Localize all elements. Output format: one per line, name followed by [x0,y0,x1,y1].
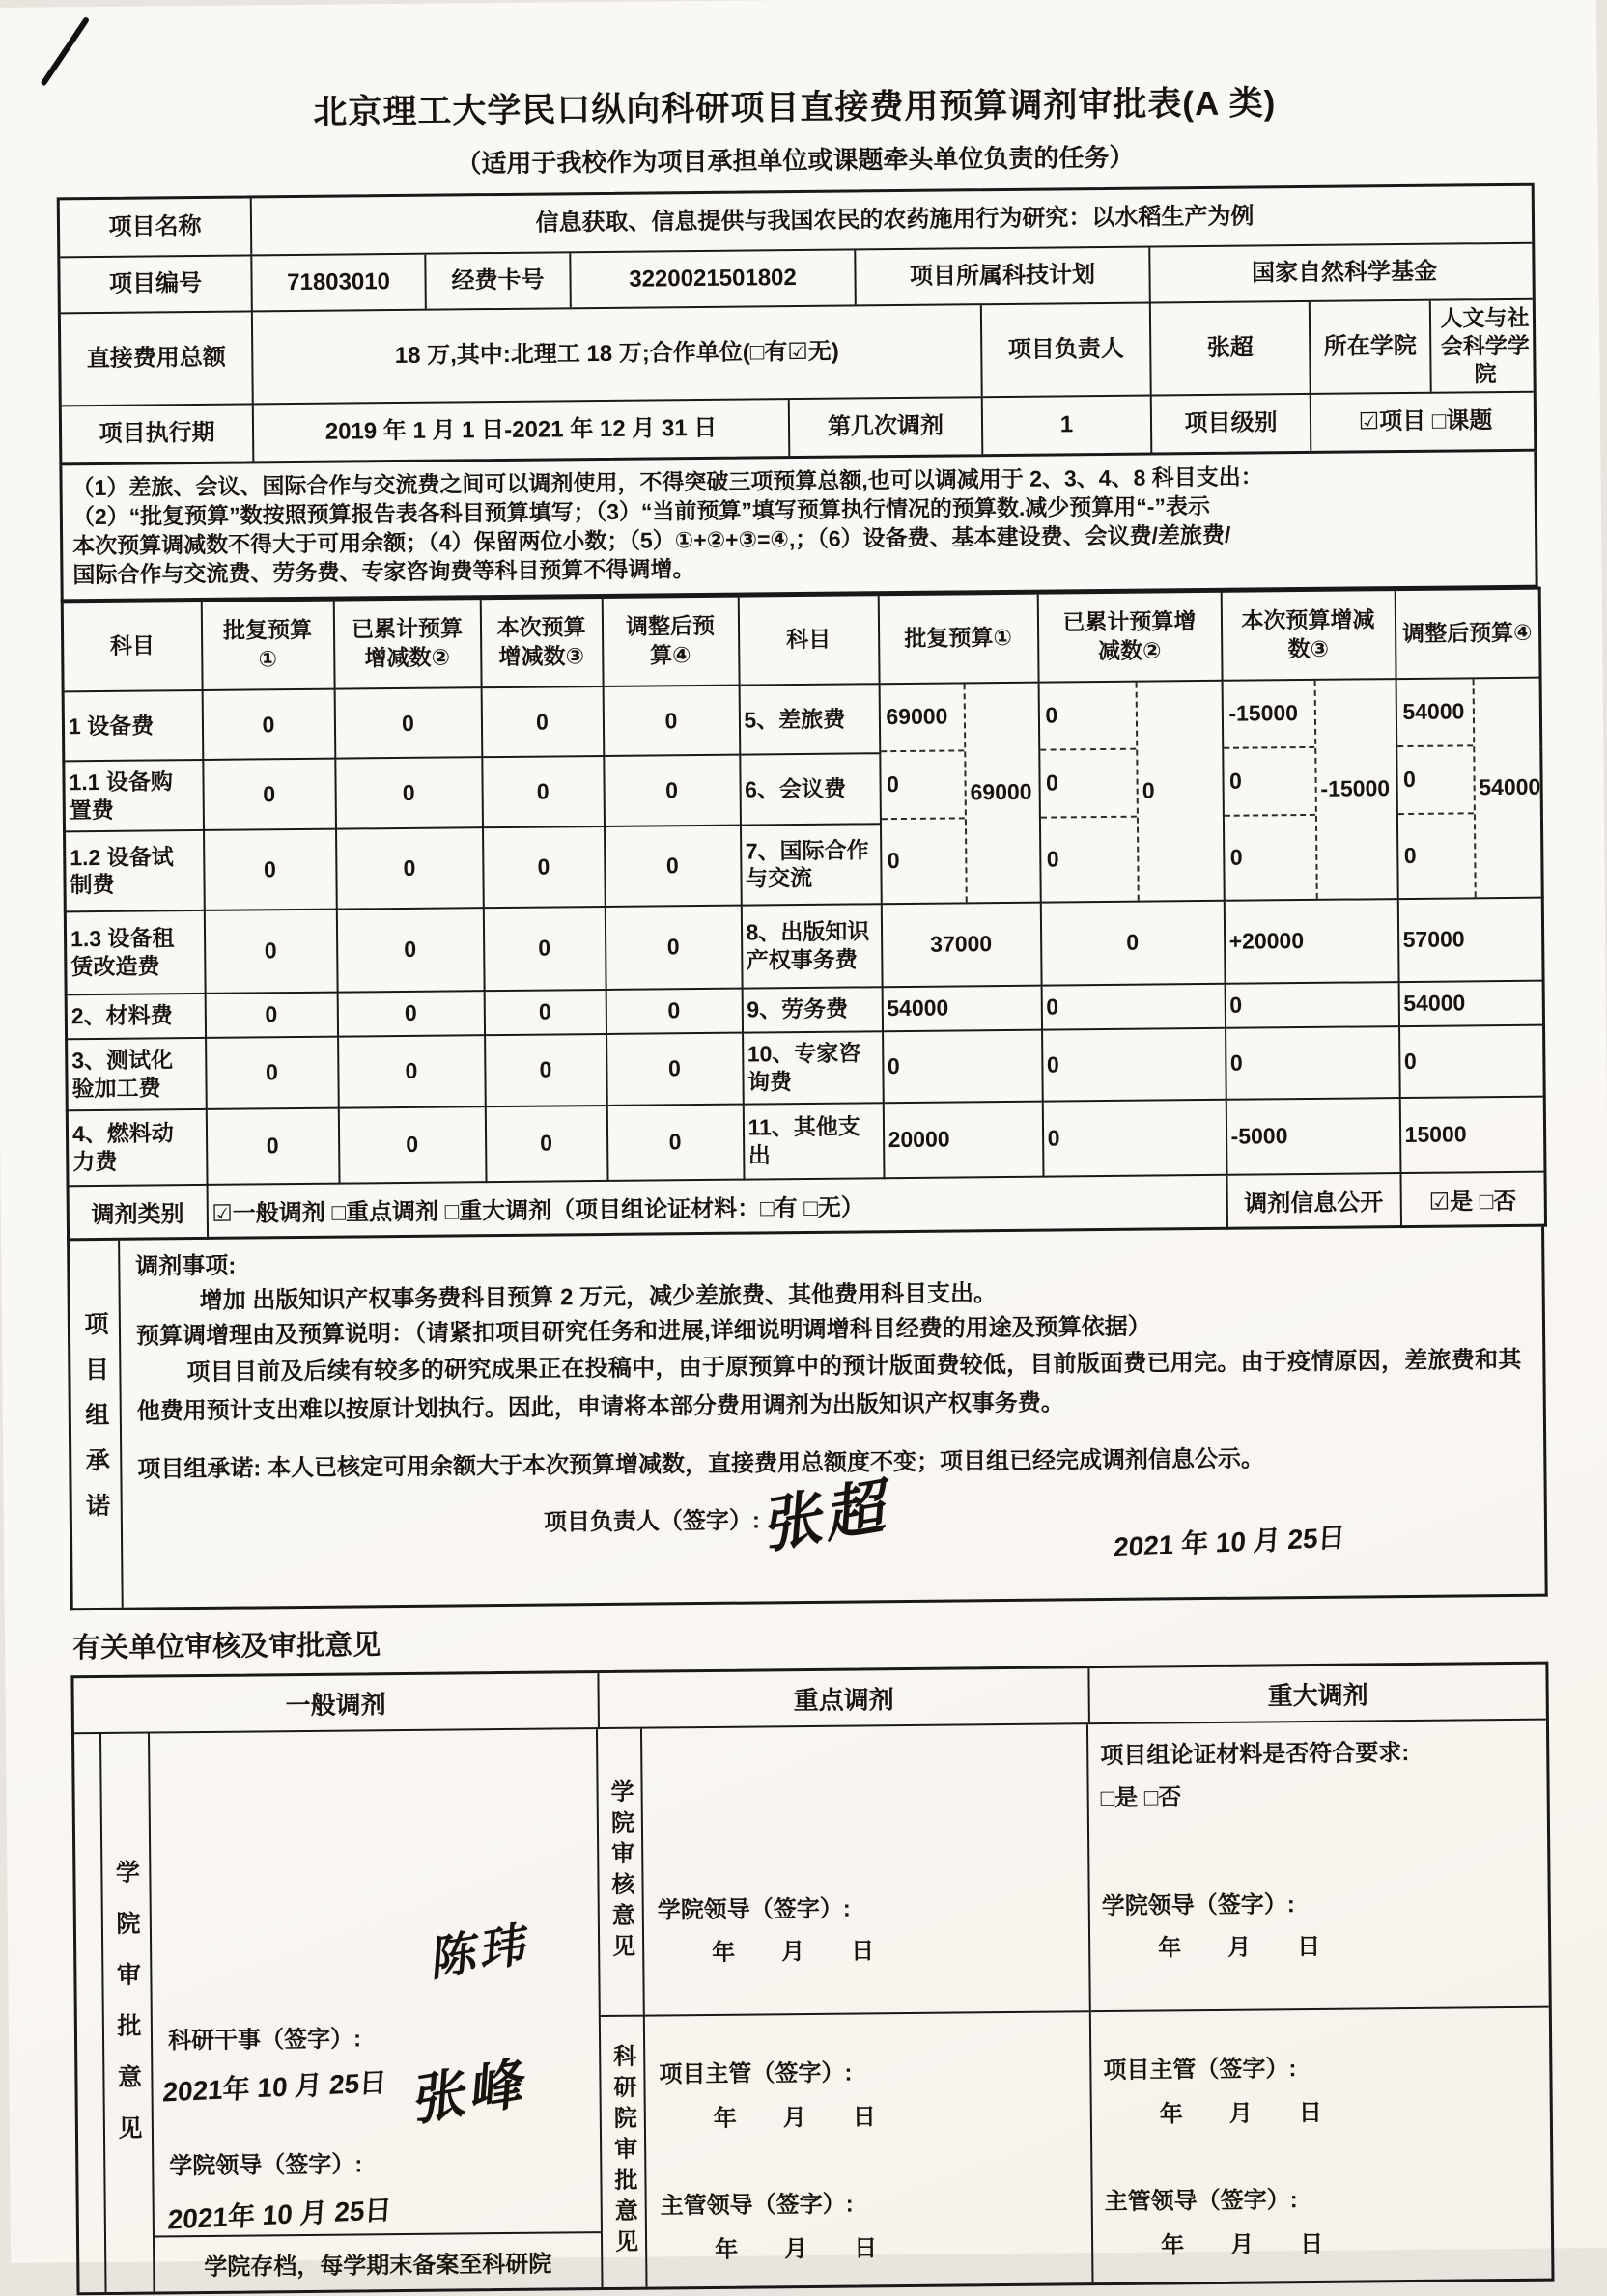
note-line-1: （1）差旅、会议、国际合作与交流费之间可以调剂使用，不得突破三项预算总额,也可以调减用于 2、3、4、8 科目支出： [71,463,1263,501]
fund-card-value: 3220021501802 [569,250,855,307]
project-no-label: 项目编号 [108,269,203,297]
subject-cell: 5、差旅费 [739,684,880,755]
college-approval-cell [150,1729,601,2235]
approval-section-title: 有关单位审核及审批意见 [71,1630,381,1665]
staff-sign-label: 科研干事（签字）: [167,2026,362,2055]
value-cell: 54000 [1396,679,1473,747]
page-title: 北京理工大学民口纵向科研项目直接费用预算调剂审批表(A 类) [313,84,1277,131]
material-question: 项目组论证材料是否符合要求: [1100,1740,1410,1770]
program-value: 国家自然科学基金 [1148,244,1538,302]
value-cell: 0 [335,758,483,829]
leader-signature: 张超 [763,1471,895,1562]
budget-header-row [62,588,1540,691]
major-lead-label: 主管领导（签字）: [1104,2187,1298,2216]
form-content [56,74,1555,2296]
value-cell: 0 [605,905,742,989]
travel-group-cell [1038,681,1224,903]
archive-note: 学院存档，每学期末备案至科研院 [155,2231,602,2291]
budget-header: 批复预算 ① [201,600,334,689]
value-cell: 0 [202,688,335,760]
college-review-side-label: 学院审核意见 [598,1729,645,2015]
value-cell: 0 [337,991,484,1036]
value-cell: 0 [204,829,337,910]
value-cell: 0 [484,990,606,1035]
value-cell: 0 [887,848,900,874]
value-cell: 0 [1224,748,1315,817]
value-cell: -5000 [1226,1098,1400,1175]
budget-header: 已累计预算 增减数② [333,599,481,688]
value-cell: 0 [206,1107,339,1184]
fund-card-label: 经费卡号 [424,253,570,308]
budget-row [65,897,1543,994]
pm-sign-label: 项目主管（签字）: [659,2059,853,2088]
value-cell: 0 [338,1106,486,1183]
major-review-cell [1088,1721,1549,2011]
subject-cell: 3、测试化 验加工费 [67,1038,207,1110]
subject-cell: 9、劳务费 [742,987,882,1032]
budget-header: 已累计预算增 减数② [1037,592,1222,683]
times-label: 第几次调剂 [788,398,982,456]
budget-header: 科目 [738,595,879,685]
college-leader-sign-label: 学院领导（签字）: [169,2151,363,2180]
matter-heading: 调剂事项: [135,1252,237,1280]
major-lead-ymd: 年 月 日 [1161,2231,1324,2259]
value-cell: 0 [336,908,484,992]
budget-row [63,677,1541,761]
value-cell: 54000 [1398,980,1543,1025]
subject-cell: 7、国际合作 与交流 [740,824,881,905]
major-pm-ymd: 年 月 日 [1159,2100,1322,2128]
value-cell: 0 [481,686,604,758]
leader-sign-date: 2021 年 10 月 25日 [1113,1522,1346,1563]
merged-value-cell: 0 [1136,682,1224,901]
note-line-3: 本次预算调减数不得大于可用余额；（4）保留两位小数；（5）①+②+③=④,；（6）设备费、基本建设费、会议费/差旅费/ [72,521,1231,559]
major-adjustment-column [1088,1721,1552,2283]
value-cell: 0 [336,827,484,909]
level-label: 项目级别 [1150,395,1311,453]
value-cell: 0 [1229,844,1243,870]
value-cell: -15000 [1223,681,1314,749]
subject-cell: 1 设备费 [63,690,203,762]
subject-cell: 2、材料费 [66,994,205,1039]
page-subtitle: （适用于我校作为项目承担单位或课题牵头单位负责的任务） [456,142,1135,179]
review-leader-sign-label: 学院领导（签字）: [657,1895,851,1924]
note-line-4: 国际合作与交流费、劳务费、专家咨询费等科目预算不得调增。 [72,556,695,588]
category-checkboxes: ☑一般调剂 □重点调剂 □重大调剂（项目组论证材料：□有 □无） [207,1175,1226,1239]
leader-signature-row [138,1471,1524,1602]
merged-value-cell: 69000 [963,683,1039,902]
value-cell: 0 [338,1035,486,1107]
subject-cell: 6、会议费 [740,754,881,826]
school-value: 人文与社会科学学院 [1429,300,1539,392]
pm-ymd: 年 月 日 [713,2104,876,2133]
budget-header: 科目 [62,602,202,691]
times-value: 1 [981,397,1151,455]
value-cell: 0 [1046,846,1059,872]
subject-cell: 4、燃料动 力费 [67,1109,207,1186]
value-cell: 20000 [883,1101,1043,1178]
subject-cell: 8、出版知识 产权事务费 [741,904,882,988]
value-cell: 0 [1040,901,1225,986]
staff-sign-date: 2021年 10 月 25日 [161,2067,388,2108]
value-cell: 0 [1042,1100,1226,1177]
general-adjustment-column [74,1729,604,2292]
subject-cell: 10、专家咨 询费 [743,1031,884,1104]
value-cell: 0 [606,1032,744,1105]
budget-table [61,587,1547,1242]
value-cell: 0 [1041,984,1225,1030]
value-cell: 0 [1225,982,1398,1028]
college-approval-side-label: 学院审批意见 [99,1734,155,2292]
total-value: 18 万,其中:北理工 18 万;合作单位(□有☑无) [251,305,981,403]
info-public-label: 调剂信息公开 [1226,1173,1401,1229]
value-cell: 0 [606,988,742,1033]
period-value: 2019 年 1 月 1 日-2021 年 12 月 31 日 [252,400,789,461]
matter-text: 增加 出版知识产权事务费科目预算 2 万元，减少差旅费、其他费用科目支出。 [199,1280,998,1315]
value-cell: 0 [604,826,741,907]
value-cell: 0 [485,1034,607,1106]
school-label: 所在学院 [1309,301,1430,393]
travel-group-cell [1396,677,1542,898]
reason-text: 项目目前及后续有较多的研究成果正在投稿中，由于原预算中的预计版面费较低，目前版面费已用完。由于疫情原因，差旅费和其他费用预计支出难以按原计划执行。因此，申请将本部分费用调剂为出版知识产权事务费。 [136,1347,1522,1425]
college-leader-sign-date: 2021年 10 月 25日 [166,2195,393,2235]
budget-row [67,1096,1545,1186]
merged-value-cell: -15000 [1313,680,1396,899]
adjustment-rules-notes [59,452,1537,602]
travel-group-cell [879,682,1040,904]
category-label: 调剂类别 [68,1185,208,1240]
value-cell: 0 [603,685,740,756]
value-cell: 0 [483,907,606,991]
col-header-key: 重点调剂 [597,1668,1088,1727]
merged-value-cell: 54000 [1472,678,1540,897]
value-cell: +20000 [1224,899,1398,984]
value-cell: 0 [1040,749,1137,818]
value-cell: 0 [606,1104,744,1180]
budget-header: 调整后预算④ [1395,588,1540,678]
value-cell: 57000 [1397,897,1543,981]
budget-header: 调整后预 算④ [602,596,739,686]
value-cell: 37000 [881,902,1041,987]
leader-sign-label: 项目负责人（签字）: [543,1507,761,1536]
value-cell: 69000 [880,684,964,752]
promise-label: 项目组承诺: [137,1455,262,1483]
value-cell: 0 [1226,1026,1400,1100]
value-cell: 0 [1397,746,1474,815]
value-cell: 0 [604,755,741,826]
value-cell: 0 [1039,682,1136,750]
major-review-ymd: 年 月 日 [1158,1934,1321,1962]
commitment-side-label: 项目组承诺 [70,1241,124,1608]
value-cell: 15000 [1399,1096,1545,1172]
promise-text: 本人已核定可用余额大于本次预算增减数，直接费用总额度不变；项目组已经完成调剂信息公示。 [267,1445,1265,1482]
value-cell: 0 [206,1036,339,1108]
period-label: 项目执行期 [99,420,215,448]
budget-header: 本次预算增减 数③ [1221,590,1396,681]
review-ymd: 年 月 日 [712,1938,875,1967]
value-cell: 0 [1042,1028,1226,1102]
pen-mark [36,14,104,93]
subject-cell: 1.2 设备试 制费 [65,830,205,911]
approval-table [70,1662,1554,2296]
value-cell: 0 [204,909,337,993]
value-cell: 0 [485,1106,607,1182]
commitment-body [120,1227,1545,1608]
program-label: 项目所属科技计划 [854,248,1149,305]
research-office-cell [645,2010,1092,2286]
value-cell: 0 [203,759,336,830]
lead-sign-label: 主管领导（签字）: [660,2191,854,2220]
travel-group-cell [1222,679,1397,901]
value-cell: 0 [1399,1024,1545,1097]
commitment-section [67,1227,1548,1611]
college-leader-signature: 张峰 [411,2050,531,2133]
project-no-value: 71803010 [250,255,425,311]
major-pm-label: 项目主管（签字）: [1103,2056,1297,2085]
reason-heading: 预算调增理由及预算说明：（请紧扣项目研究任务和进展,详细说明调增科目经费的用途及预算依据） [135,1313,1151,1350]
key-adjustment-column [598,1724,1094,2287]
major-college-leader-label: 学院领导（签字）: [1101,1891,1295,1920]
value-cell: 0 [334,687,482,759]
project-name-label: 项目名称 [108,212,202,240]
value-cell: 0 [883,1029,1043,1103]
college-review-cell [642,1724,1089,2014]
value-cell: 0 [482,756,605,827]
budget-header: 批复预算① [878,593,1038,684]
material-checkboxes: □是 □否 [1100,1784,1182,1812]
subject-cell: 1.1 设备购 置费 [64,760,204,831]
info-row-total [61,298,1534,406]
project-info-table [57,183,1537,466]
subject-cell: 1.3 设备租 赁改造费 [65,910,205,994]
subject-cell: 11、其他支 出 [743,1103,884,1179]
leader-value: 张超 [1149,302,1310,395]
leader-label: 项目负责人 [980,304,1150,397]
value-cell: 0 [881,751,965,820]
col-header-major: 重大调剂 [1087,1665,1546,1723]
note-line-2: （2）“批复预算”数按照预算报告表各科目预算填写；（3）“当前预算”填写预算执行情况的预算数.减少预算用“-”表示 [71,493,1211,530]
research-office-side-label: 科研院审批意见 [601,2015,648,2287]
project-name-value: 信息获取、信息提供与我国农民的农药施用行为研究：以水稻生产为例 [250,186,1537,255]
approval-body [74,1721,1551,2293]
major-approve-cell [1091,2006,1552,2283]
budget-header: 本次预算 增减数③ [480,598,603,687]
value-cell: 0 [1403,843,1417,869]
level-checkboxes: ☑项目 □课题 [1310,393,1540,451]
value-cell: 0 [205,992,337,1037]
value-cell: 54000 [882,985,1041,1031]
total-label: 直接费用总额 [86,344,226,373]
value-cell: 0 [483,826,606,908]
info-public-checkboxes: ☑是 □否 [1400,1171,1546,1226]
staff-signature: 陈玮 [430,1918,534,1987]
col-header-general: 一般调剂 [285,1689,386,1720]
lead-ymd: 年 月 日 [715,2235,878,2264]
